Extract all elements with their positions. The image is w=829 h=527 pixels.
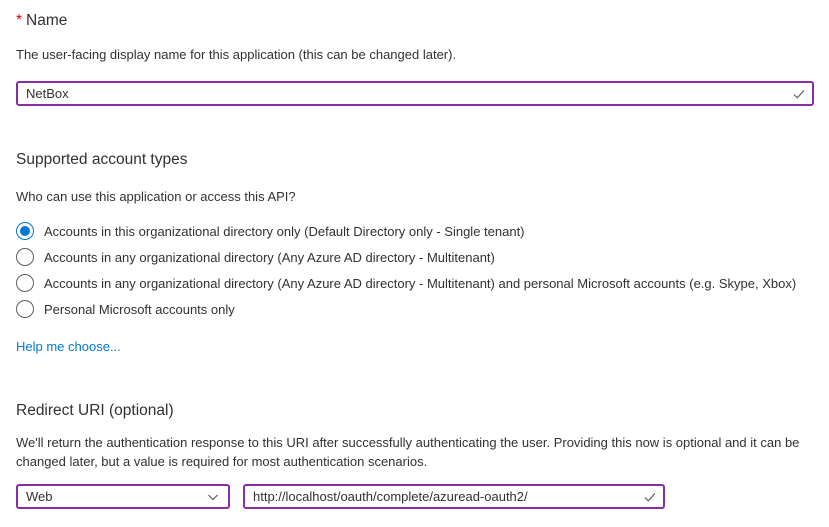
radio-option-label[interactable]: Accounts in any organizational directory (Any Azure AD directory - Multitenant) and personal Microsoft accounts (e.g. Skype, Xbox) [44, 275, 797, 291]
radio-option-label[interactable]: Accounts in any organizational directory (Any Azure AD directory - Multitenant) [44, 249, 495, 265]
chevron-down-icon [205, 489, 221, 505]
radio-option-multitenant[interactable] [16, 244, 814, 270]
redirect-uri-description: We'll return the authentication response to this URI after successfully authenticating the user. Providing this now is optional and it can be changed later, but a value is required for most authentication scenarios. [16, 435, 800, 469]
platform-selected-value: Web [26, 489, 53, 504]
radio-icon[interactable] [16, 222, 34, 240]
required-asterisk: * [16, 12, 23, 29]
radio-option-single-tenant[interactable] [16, 218, 814, 244]
account-types-title: Supported account types [16, 151, 188, 168]
radio-option-personal-only[interactable] [16, 296, 814, 322]
app-registration-form [0, 11, 829, 509]
account-types-radio-group [16, 218, 814, 322]
help-me-choose-link[interactable]: Help me choose... [16, 339, 121, 354]
radio-icon[interactable] [16, 248, 34, 266]
radio-option-label[interactable]: Personal Microsoft accounts only [44, 301, 235, 317]
redirect-uri-row [16, 484, 814, 509]
radio-option-label[interactable]: Accounts in this organizational directory only (Default Directory only - Single tenant) [44, 223, 525, 239]
redirect-uri-title: Redirect URI (optional) [16, 402, 174, 419]
radio-icon[interactable] [16, 300, 34, 318]
radio-icon[interactable] [16, 274, 34, 292]
name-section-title [16, 11, 814, 31]
platform-select-dropdown[interactable] [16, 484, 230, 509]
uri-field-wrapper [243, 484, 665, 509]
radio-option-multitenant-personal[interactable] [16, 270, 814, 296]
name-field-wrapper [16, 81, 814, 106]
redirect-uri-input[interactable] [243, 484, 665, 509]
name-input[interactable] [16, 81, 814, 106]
account-types-question: Who can use this application or access this API? [16, 189, 296, 204]
name-title-text: Name [26, 12, 68, 29]
name-description: The user-facing display name for this application (this can be changed later). [16, 47, 457, 62]
